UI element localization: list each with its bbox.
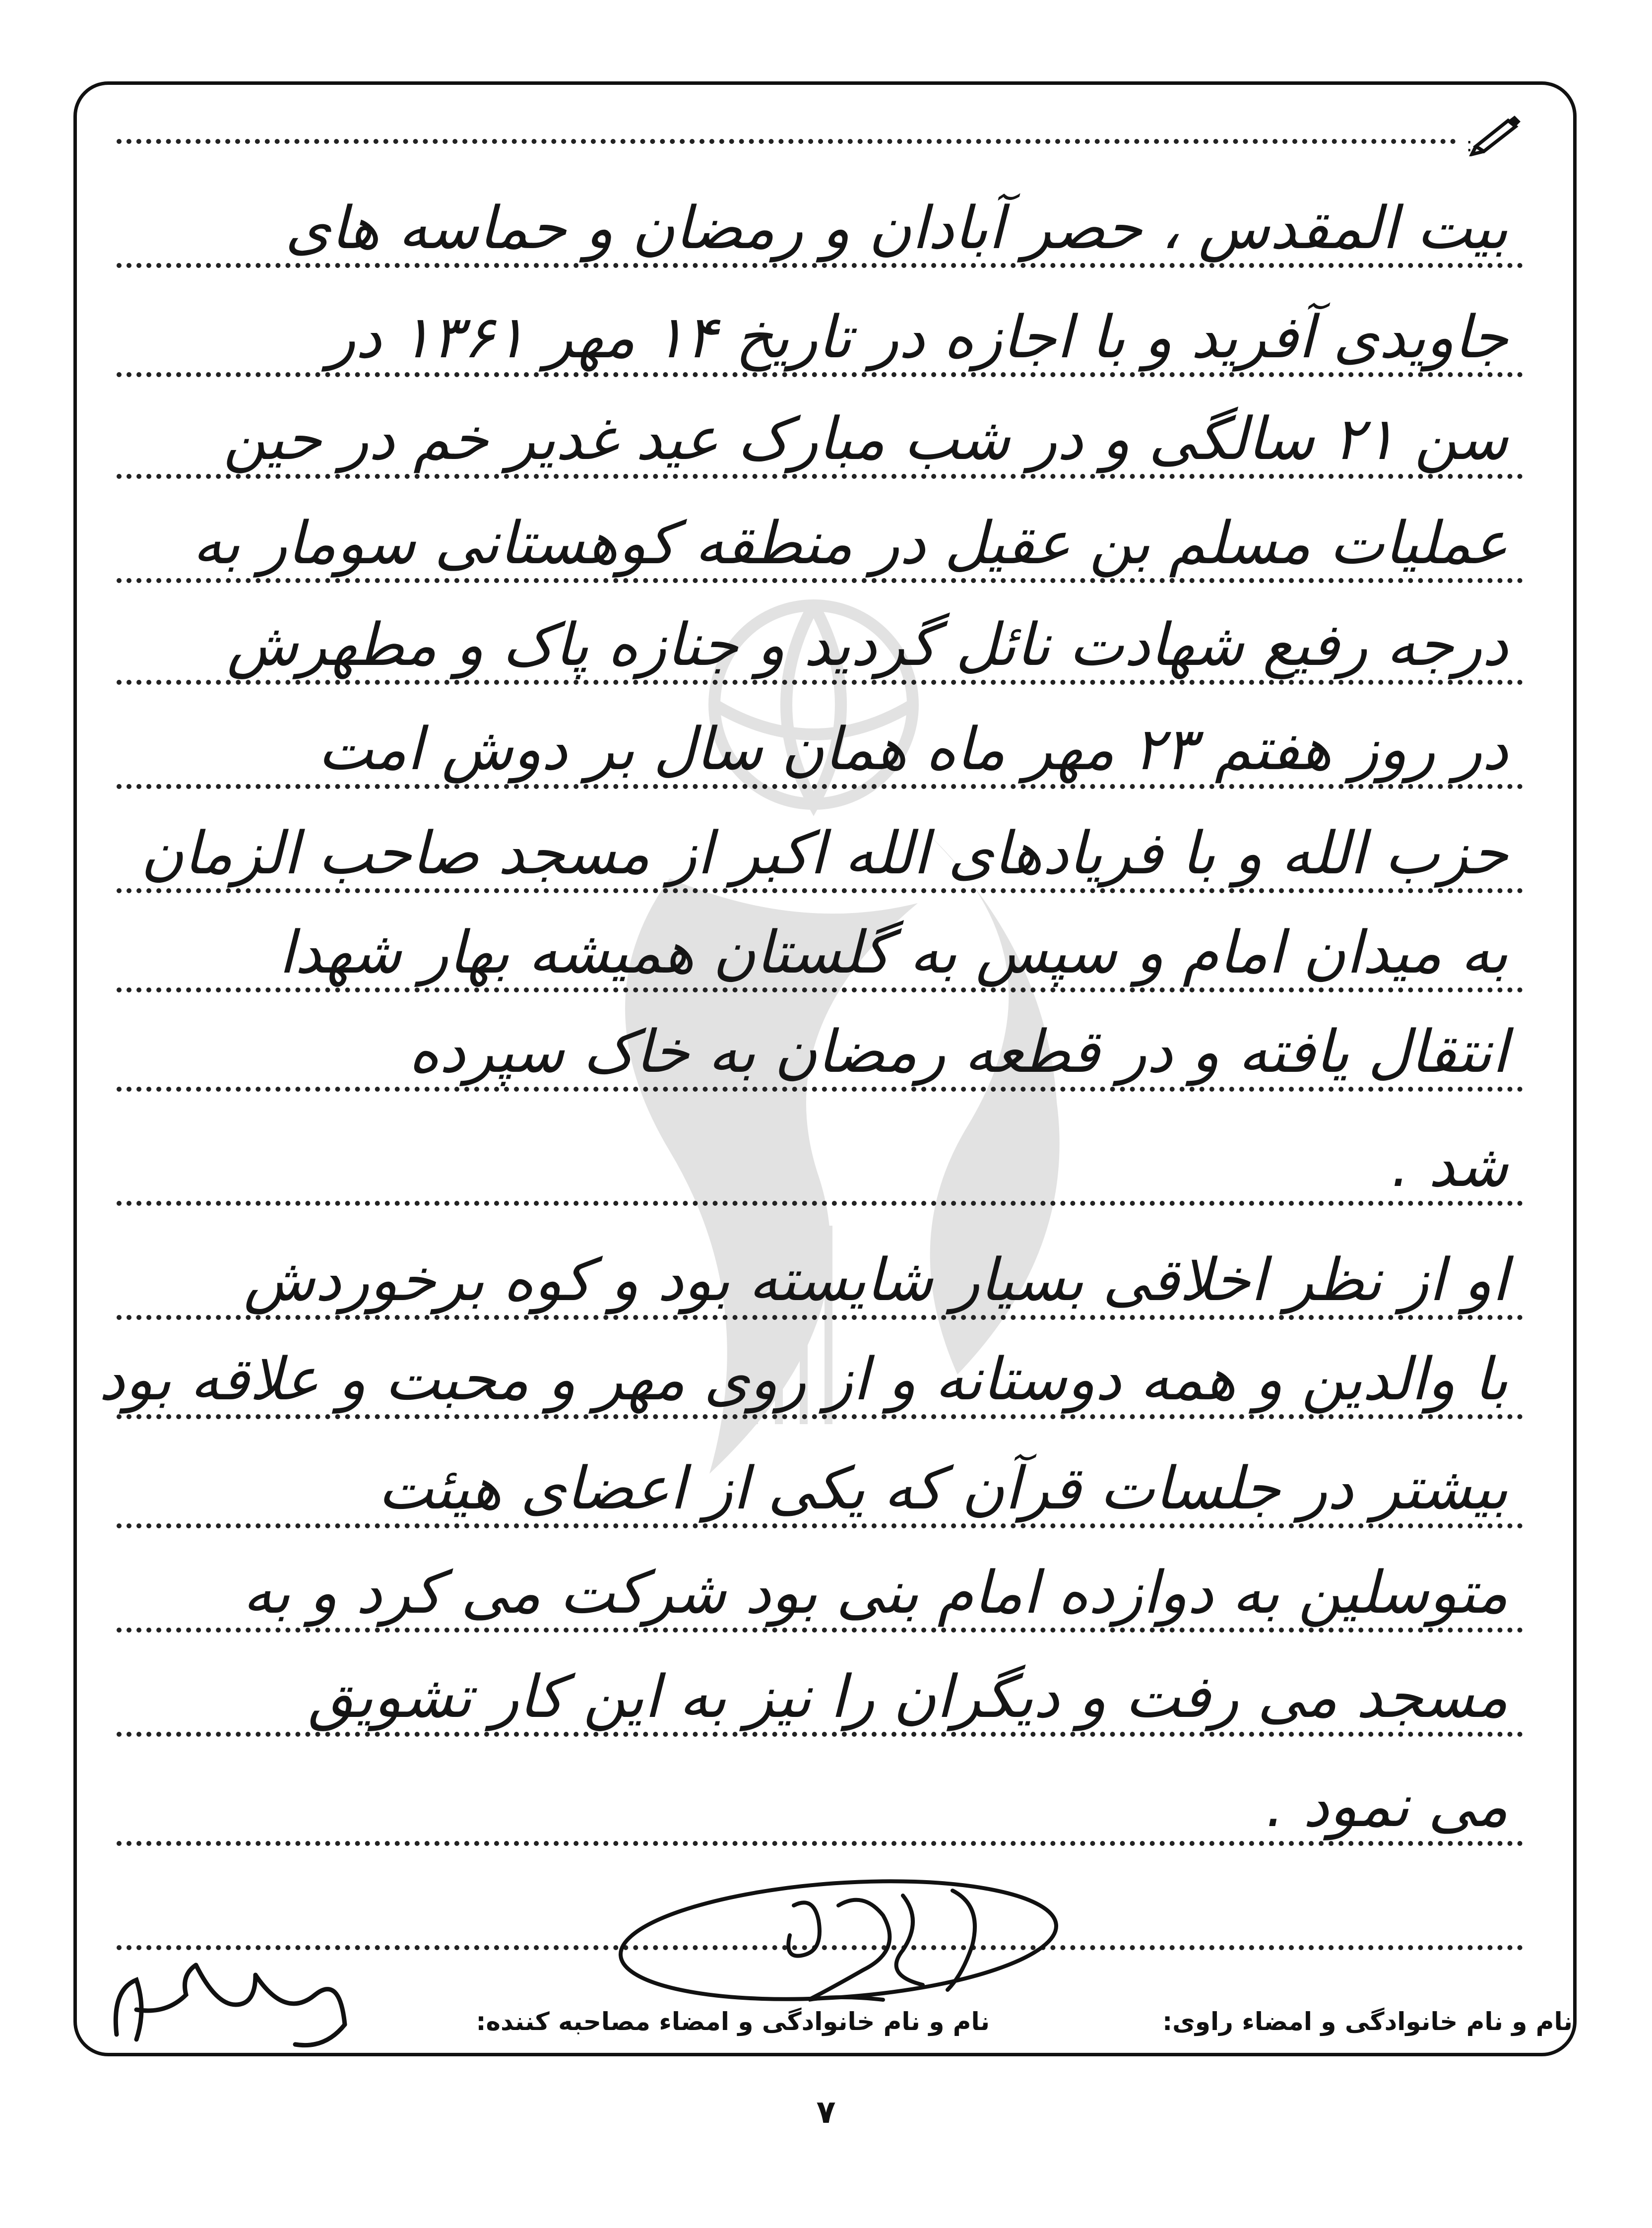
dotted-rule [117, 263, 1523, 268]
text-line [117, 893, 1523, 992]
text-line [117, 1638, 1523, 1737]
handwritten-text: او از نظر اخلاقی بسیار شایسته بود و کوه برخوردش [244, 1245, 1508, 1314]
text-line [117, 1533, 1523, 1633]
dotted-rule [117, 1523, 1523, 1528]
text-line [117, 794, 1523, 893]
handwritten-text: حزب الله و با فریادهای الله اکبر از مسجد صاحب الزمان [140, 819, 1508, 887]
dotted-rule [117, 680, 1523, 685]
handwritten-text: مسجد می رفت و دیگران را نیز به این کار تشویق [308, 1662, 1508, 1731]
page-number: ۷ [816, 2094, 836, 2131]
text-line [117, 1429, 1523, 1528]
handwritten-text: در روز هفتم ۲۳ مهر ماه همان سال بر دوش امت [318, 715, 1508, 783]
dotted-rule [117, 1628, 1523, 1633]
handwritten-text: به میدان امام و سپس به گلستان همیشه بهار شهدا [278, 918, 1508, 986]
handwritten-text: متوسلین به دوازده امام بنی بود شرکت می کرد و به [243, 1558, 1508, 1627]
pen-icon [1466, 112, 1525, 156]
handwritten-text: سن ۲۱ سالگی و در شب مبارک عید غدیر خم در حین [223, 404, 1508, 473]
dotted-rule [117, 1201, 1523, 1206]
text-line [117, 380, 1523, 479]
handwritten-text: با والدین و همه دوستانه و از روی مهر و محبت و علاقه بود [99, 1345, 1508, 1413]
handwritten-text: می نمود . [1266, 1771, 1508, 1840]
text-line [117, 1747, 1523, 1846]
svg-text::: : [1466, 133, 1473, 156]
text-line [117, 1221, 1523, 1320]
text-line [117, 690, 1523, 789]
dotted-rule [117, 888, 1523, 893]
dotted-rule [117, 987, 1523, 992]
dotted-rule [117, 1732, 1523, 1737]
handwritten-text: شد . [1391, 1131, 1508, 1200]
handwritten-text: درجه رفیع شهادت نائل گردید و جنازه پاک و مطهرش [227, 610, 1508, 679]
handwritten-text: بیت المقدس ، حصر آبادان و رمضان و حماسه های [285, 194, 1508, 262]
dotted-rule [117, 578, 1523, 583]
dotted-rule [117, 1087, 1523, 1092]
dotted-rule [117, 474, 1523, 479]
dotted-rule [117, 1414, 1523, 1419]
dotted-rule [117, 1841, 1523, 1846]
header-dotted-line [117, 139, 1456, 144]
handwritten-text: جاویدی آفرید و با اجازه در تاریخ ۱۴ مهر ۱۳۶۱ در [327, 303, 1508, 371]
dotted-rule [117, 784, 1523, 789]
text-line [99, 1320, 1523, 1419]
text-line [117, 169, 1523, 268]
text-line [117, 484, 1523, 583]
dotted-rule [117, 1315, 1523, 1320]
text-line [117, 586, 1523, 685]
narrator-label: نام و نام خانوادگی و امضاء راوی: [1162, 2007, 1573, 2036]
handwritten-text: بیشتر در جلسات قرآن که یکی از اعضای هیئت [378, 1454, 1508, 1522]
dotted-rule [117, 372, 1523, 377]
text-line [117, 1107, 1523, 1206]
text-line [117, 278, 1523, 377]
handwritten-text: عملیات مسلم بن عقیل در منطقه کوهستانی سومار به [192, 509, 1508, 577]
handwritten-text: انتقال یافته و در قطعه رمضان به خاک سپرده [408, 1017, 1508, 1086]
footer [99, 1963, 1573, 2052]
text-line [117, 992, 1523, 1092]
interviewer-label: نام و نام خانوادگی و امضاء مصاحبه کننده: [476, 2007, 990, 2036]
